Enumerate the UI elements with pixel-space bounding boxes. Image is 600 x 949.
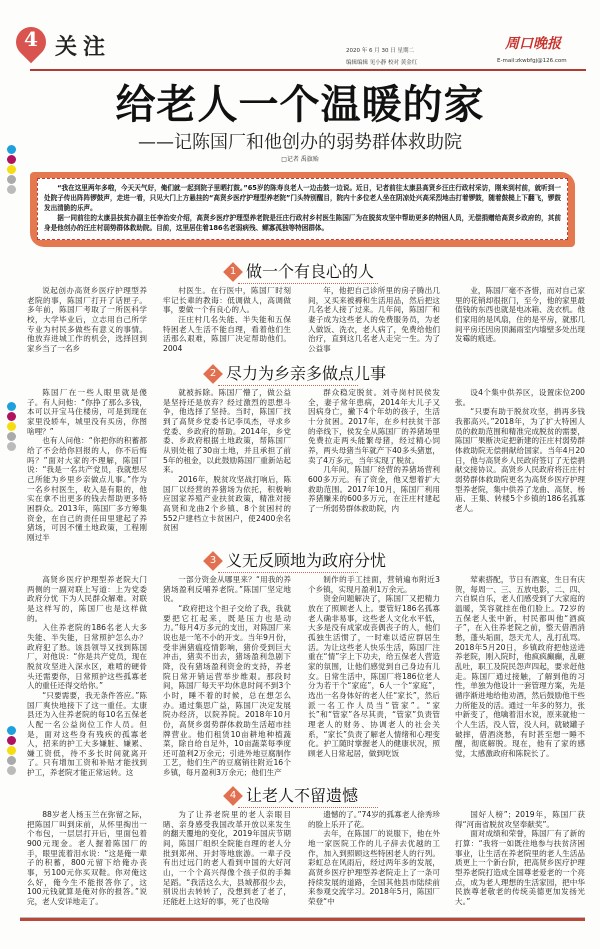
footer-rule	[20, 917, 585, 921]
section-number: 3	[209, 555, 217, 566]
intro-box	[30, 172, 575, 247]
body-paragraph: 一部分资金从哪里来？“用我的养猪场盈利反哺养老院。”陈国厂坚定地说。	[163, 575, 291, 604]
body-paragraph: 汪庄村几名失能、半失能和五保特困老人生活不能自理，看着他们生活那么艰难，陈国厂决定帮助他们。2004	[163, 314, 291, 353]
byline: □记者 禹旗贻	[281, 156, 319, 163]
page-number: 4	[24, 27, 38, 51]
intro-paragraph: “我在这里两年多啦，今天天气好，俺们就一起到院子里晒打鼓。”65岁的陈寿良老人一边击鼓一边说。近日，记者前往太康县高贤乡汪庄行政村采访，刚来到村前，就听到一处院子传出阵阵锣鼓声，走进一看，只见大门上方悬挂的“高贤乡医疗护理型养老院”门头特别醒目，院内十多位老人坐在阴凉处兴高采烈地击打着锣鼓，随着鼓槌上下翻飞，锣鼓发出清脆的乐声。	[44, 184, 561, 212]
header-rule	[30, 69, 586, 71]
section-number: 2	[209, 368, 217, 379]
paper-logo: 周口晚报	[505, 36, 561, 52]
body-paragraph: 制作的手工挂面，营销遍布附近3个乡镇，实现月盈利1万余元。	[308, 575, 440, 594]
body-paragraph: 荤素搭配，节日有酒宴，生日有庆贺，每周一、三、五放电影，二、四、六自娱自乐，老人们感受到了大家庭的温暖，笑容就挂在他们脸上。72岁的五保老人张中新，村民都叫他“酒疯子”，在入住养老院之前，整天借酒消愁，蓬头垢面，怨天尤人，乱打乱骂。2018年5月20日，乡镇政府把他送进养老院，刚入院时，他疯疯癫癫，乱砸乱吐，职工及院民怨声四起，要求赶他走。陈国厂通过接触，了解到他的习性，单独为他设计一套管理方案，先是循序渐进地给他劝酒，然后鼓励他干些力所能及的活。通过一年多的努力，张中新变了，他噙着泪水说，原来就他一个人生活，没人管，没人问，就破罐子破摔，借酒浇愁，有时甚至想一睡不醒，彻底解脱。现在，他有了家的感觉，太感激政府和陈院长了。	[455, 575, 585, 758]
article-subtitle: ——记陈国厂和他创办的弱势群体救助院	[138, 132, 462, 153]
body-paragraph: 年，他把自己诊所里的房子腾出几间，又买来被褥和生活用品，然后把这几名老人接了过来。几年间，陈国厂和妻子成为这些老人的免费服务员，为老人做饭、洗衣，老人病了，免费给他们治疗，直到这几名老人走完一生。为了公益事	[308, 286, 440, 353]
section-heading-text: 义无反顾地为政府分忧	[226, 551, 387, 570]
body-paragraph: “只要需要，我无条件答应。”陈国厂爽快地接下了这一重任。太康县还为入住养老院的每10名五保老人配一名公益岗位工作人员。但是，面对这些身有残疾的孤寡老人，招来的护工大多嫌脏、嫌累、嫌工资低，待不多长时间就离开了。只有增加工资和补贴才能找到护工，养老院才能正常运转。这	[27, 690, 147, 778]
body-paragraph: “政府把这个担子交给了我，我就要把它扛起来，既是压力也是动力。”每月4万多元的支出，对陈国厂来说也是一笔不小的开支。当年9月份，受非洲猪瘟疫情影响，猪价受到巨大冲击，猪卖不出去，猪场盈利急剧下降，没有猪场盈利资金的支持，养老院日常开销运营举步维艰。那段时间，陈国厂每天平均休息时间不到3个小时，睡不着的时候，总在想怎么办。通过集思广益，陈国厂决定发展院办经济，以院养院。2018年10月份，高贤乡弱势群体救助生活超市挂牌营业。他们租赁10亩耕地种植蔬菜，除自给自足外，10亩蔬菜每季度还可盈利2万余元；引进外地豆腐制作工艺，他们生产的豆腐销往附近16个乡镇，每月盈利3万余元；他们生产	[163, 603, 291, 778]
body-paragraph: “只要有助于脱贫攻坚，捐再多钱我都高兴。”2018年，为了扩大特困人员的救助范围和精准完成脱贫的需要，陈国厂果断决定把新建的汪庄村弱势群体救助院无偿捐献给国家。当年4月20日，他与高贤乡人民政府签订了无偿捐献交接协议。高贤乡人民政府将汪庄村弱势群体救助院更名为高贤乡医疗护理型养老院，集中供养了龙曲、高贤、杨庙、王集、转楼5个乡镇的186名孤寡老人。	[455, 407, 585, 513]
section-number: 1	[229, 266, 237, 277]
section-heading-text: 尽力为乡亲多做点儿事	[226, 364, 387, 383]
registration-marks-icon	[7, 726, 17, 776]
text-column	[163, 575, 291, 778]
intro-paragraph: 据一同前往的太康县扶贫办副主任李治安介绍，高贤乡医疗护理型养老院是汪庄行政村乡村医生陈国厂为在脱贫攻坚中帮助更多的特困人员，无偿捐赠给高贤乡政府的，其前身是他创办的汪庄村弱势群体救助院。目前，这里居住着186名老弱病残、鳏寡孤独等特困群体。	[44, 214, 561, 232]
body-paragraph: 资金问题解决了，陈国厂又把精力放在了照顾老人上。要管好186名孤寡老人确非易事，这些老人文化水平低，大多是没有成家或丧偶丧子的人，他们孤独生活惯了，一时难以适应群居生活。为让这些老人快乐生活，陈国厂注重在“情”字上下功夫，给五保老人营造家的氛围，让他们感觉到自己身边有儿女。日常生活中，陈国厂将186位老人分为若干个“家庭”，6人一个“家庭”，选出一名身体好的老人任“家长”，然后派一名工作人员当“管家”。“家长”和“管家”各尽其责，“管家”负责管理老人的财务、协调老人的社会关系，“家长”负责了解老人情绪和心理变化。护工随时掌握老人的健康状况，照顾老人日常起居，做到吃饭	[308, 594, 440, 758]
editors: 编辑编辑 见小静 校对 黄金红	[346, 60, 418, 66]
body-paragraph: 群众稳定脱贫。刘寺岗村民侯发全，妻子常年患病，2014年大儿子又因病身亡，撇下4个年幼的孩子，生活十分贫困。2017年，在乡村扶贫干部的牵线下，侯发全从陈国厂的养猪场里免费拉走两头能繁母猪，经过精心饲养，两头母猪当年就产下40多头猪崽，卖了4万多元，当年实现了脱贫。	[308, 388, 440, 465]
text-column	[455, 810, 585, 907]
body-paragraph: 陈国厂在一些人眼里就是傻子。有人问他：“你挣了那么多钱，本可以开宝马住楼房，可是到现在家里没轿车，城里没有买房，你图啥哩？”	[27, 388, 147, 436]
text-column	[308, 575, 440, 758]
text-column	[308, 810, 440, 907]
body-paragraph: 设4个集中供养区，设置床位200张。	[455, 388, 585, 407]
body-paragraph: 就被拆除。陈国厂懵了，做公益是坚持还是放弃？经过激烈的思想斗争，他选择了坚持。当时，陈国厂找到了高贤乡党委书记李凤杰，寻求乡党委、乡政府的帮助。2014年，乡党委、乡政府根据土地政策，帮陈国厂从别处租了30亩土地，并且承担了前5年的租金，以此鼓励陈国厂重新站起来。	[163, 388, 291, 475]
text-column	[27, 575, 147, 778]
body-paragraph: 面对成绩和荣誉，陈国厂有了新的打算：“我将一如既往地参与扶贫济困事业，让生活在养老院里的老人生活品质更上一个新台阶，把高贤乡医疗护理型养老院打造成全国尊老爱老的一个亮点，成为老人理想的生活家园，把中华民族尊老敬老的传统美德更加发扬光大。”	[455, 829, 585, 906]
text-column	[455, 286, 585, 344]
registration-marks-icon	[7, 402, 17, 452]
section-number: 4	[229, 790, 237, 801]
text-column	[27, 388, 147, 543]
body-paragraph: 业，陈国厂毫不吝惜，而对自己家里的花销却很抠门，至今，他的家里最值钱的东西也就是电冰箱、洗衣机。他们家用的是风扇，住的是平房，就那几间平房还因房顶漏雨室内墙壁多处出现发霉的痕迹。	[455, 286, 585, 344]
heading-underline	[238, 807, 378, 808]
body-paragraph: 遗憾的了。”74岁的孤寡老人徐秀珍的脸上乐开了花。	[308, 810, 440, 829]
article-title: 给老人一个温暖的家	[115, 81, 485, 128]
section-heading-text: 让老人不留遗憾	[246, 786, 359, 805]
issue-date: 2020 年 6 月 30 日 星期二	[346, 48, 414, 54]
body-paragraph: 2016年，脱贫攻坚战打响后，陈国厂以经营的养猪场为依托，积极响应国家养殖产业扶贫政策，精准对接高贤和龙曲2个乡镇、8个贫困村的552户建档立卡贫困户，使2400余名贫困	[163, 474, 291, 533]
body-paragraph: 村医生。在行医中，陈国厂时刻牢记长辈的教诲：低调做人，高调做事，要做一个有良心的人。	[163, 286, 291, 315]
text-column	[27, 810, 147, 907]
masthead-meta	[346, 45, 417, 69]
body-paragraph: 也有人问他：“你把你的积蓄都给了不会给你回报的人，你不后悔吗？”面对大家的不理解，陈国厂说：“我是一名共产党员，我就想尽己所能为乡里乡亲做点儿事。”作为一名乡村医生，收入是有限的，他实在拿不出更多的钱去帮助更多特困群众。2013年，陈国厂多方筹集资金，在自己的责任田里建起了养猪场，可因不懂土地政策，工程刚刚过半	[27, 436, 147, 542]
text-column	[163, 810, 291, 907]
body-paragraph: 国好人榜”；2019年，陈国厂获得“河南省脱贫攻坚奉献奖”。	[455, 810, 585, 829]
section-name: 关注	[55, 34, 112, 60]
text-column	[163, 286, 291, 354]
body-paragraph: 88岁老人杨玉兰在弥留之际，把陈国厂叫到床前，从怀里掏出一个布包，一层层打开后，里面包着900元现金。老人握着陈国厂的手，眼里流着泪水说：“这是俺一辈子的积蓄，800元留下给俺办丧事，另100元你买双鞋。你对俺这么好，俺今生不能报答你了，这100元钱就算是俺对你的报答。”说完，老人安详地走了。	[27, 810, 147, 906]
heading-underline	[218, 385, 358, 386]
intro-inner-frame	[37, 178, 568, 240]
heading-underline	[238, 283, 378, 284]
text-column	[27, 286, 147, 354]
body-paragraph: 为了让养老院里的老人亲眼目睹、亲身感受我国改革开放以来发生的翻天覆地的变化，2019年国庆节期间，陈国厂组织全院能自理的老人分批到郑州、开封等地旅游。一辈子没有出过远门的老人看到中国的大好河山，一个个高兴得像个孩子似的手舞足蹈。“我活这么大，县城都很少去，别说出去转转了，没想到老了老了，还能赶上这好的事，死了也没啥	[163, 810, 291, 906]
text-column	[455, 575, 585, 758]
text-column	[163, 388, 291, 533]
section-heading-text: 做一个有良心的人	[246, 262, 375, 281]
contact-email: E-mail:zkwbfgj@126.com	[497, 58, 567, 64]
body-paragraph: 几年间，陈国厂经营的养猪场营利600多万元。有了资金，他又想着扩大救助范围。2017年10月，陈国厂利用养猪赚来的600多万元，在汪庄村建起了一所弱势群体救助院，内	[308, 465, 440, 513]
body-paragraph: 去年，在陈国厂的说服下，他在外地一家医院工作的儿子辞去优越的工作，加入到照顾这些特困老人的行列。彩虹总在风雨后，经过两年多的发展，高贤乡医疗护理型养老院走上了一条可持续发展的道路，全国其他县市陆续前来参观交流学习。2018年5月，陈国厂荣登“中	[308, 829, 440, 906]
body-paragraph: 说起创办高贤乡医疗护理型养老院的事，陈国厂打开了话匣子。多年前，陈国厂考取了一所医科学校，大学毕业后，立志用自己所学专业为村民多做些有意义的事情。他放弃进城工作的机会，选择回到家乡当了一名乡	[27, 286, 147, 353]
heading-underline	[218, 572, 358, 573]
body-paragraph: 入住养老院的186名老人大多失能、半失能，日常照护怎么办？政府犯了愁。该县领导又找到陈国厂，对他说：“你是共产党员，现在脱贫攻坚进入深水区，难啃的硬骨头还需要你，日常照护这些孤寡老人的重任还得交给你。”	[27, 623, 147, 691]
body-paragraph: 高贤乡医疗护理型养老院大门两侧的一副对联上写道：上为党委政府分忧 下为人民群众解难。对联是这样写的，陈国厂也是这样做的。	[27, 575, 147, 623]
text-column	[308, 286, 440, 354]
text-column	[308, 388, 440, 514]
text-column	[455, 388, 585, 514]
